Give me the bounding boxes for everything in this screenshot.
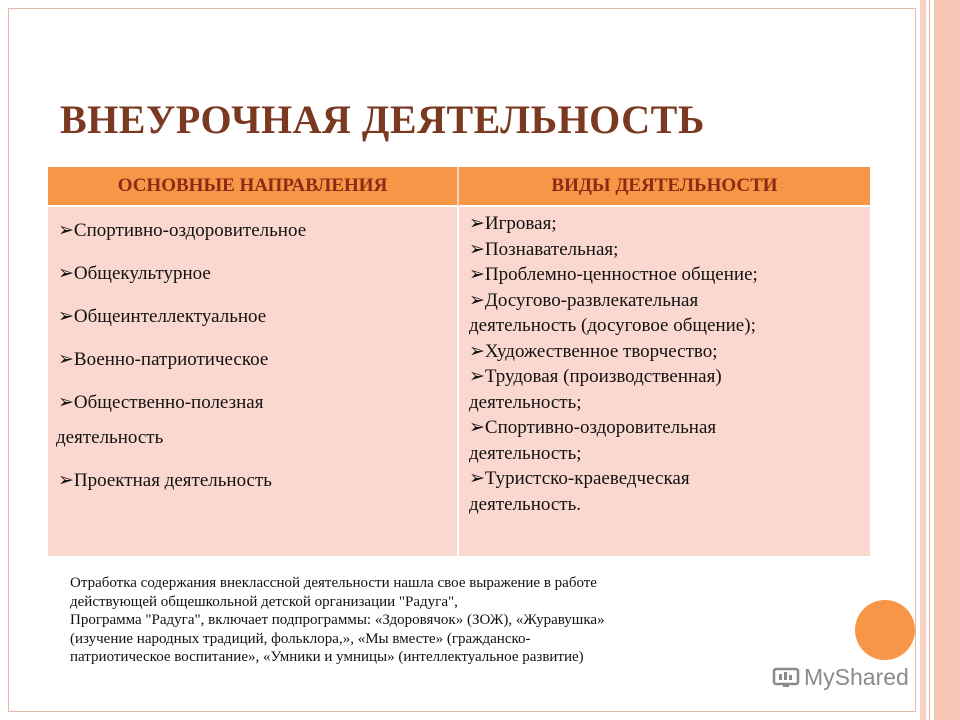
list-item: ➢Общеинтеллектуальное bbox=[58, 306, 267, 327]
decorative-stripe-inner bbox=[920, 0, 926, 720]
list-item-continuation: деятельность. bbox=[469, 493, 582, 515]
watermark-text: MyShared bbox=[804, 663, 909, 690]
myshared-watermark[interactable] bbox=[772, 663, 909, 691]
table-body-row bbox=[48, 206, 870, 556]
decorative-stripe-outer bbox=[934, 0, 960, 720]
list-item: ➢Военно-патриотическое bbox=[58, 349, 269, 370]
footer-line: патриотическое воспитание», «Умники и умницы» (интеллектуальное развитие) bbox=[70, 649, 584, 665]
table-header-row bbox=[48, 167, 870, 206]
header-main-directions: ОСНОВНЫЕ НАПРАВЛЕНИЯ bbox=[48, 167, 458, 206]
list-item: ➢Проектная деятельность bbox=[58, 470, 272, 491]
header-activity-types: ВИДЫ ДЕЯТЕЛЬНОСТИ bbox=[458, 167, 870, 206]
slide-title: ВНЕУРОЧНАЯ ДЕЯТЕЛЬНОСТЬ bbox=[60, 97, 705, 142]
footer-line: Программа "Радуга", включает подпрограммы: «Здоровячок» (ЗОЖ), «Журавушка» bbox=[70, 612, 605, 628]
list-item: ➢Общественно-полезная bbox=[58, 392, 264, 413]
decorative-stripe-line bbox=[929, 0, 930, 720]
list-item: ➢Художественное творчество; bbox=[469, 340, 718, 362]
list-item-continuation: деятельность; bbox=[469, 391, 582, 413]
activity-types-cell bbox=[458, 206, 870, 556]
directions-cell bbox=[48, 206, 458, 556]
list-item-continuation: деятельность bbox=[56, 427, 164, 448]
activities-table bbox=[48, 167, 870, 556]
list-item: ➢Спортивно-оздоровительное bbox=[58, 220, 307, 241]
footer-description bbox=[70, 574, 830, 667]
list-item: ➢Проблемно-ценностное общение; bbox=[469, 264, 758, 285]
footer-line: Отработка содержания внеклассной деятельности нашла свое выражение в работе bbox=[70, 575, 597, 591]
activities-table-container bbox=[48, 167, 870, 556]
myshared-logo-icon bbox=[772, 665, 800, 689]
footer-line: (изучение народных традиций, фольклора,», «Мы вместе» (гражданско- bbox=[70, 630, 531, 647]
list-item: ➢Досугово-развлекательная bbox=[469, 289, 699, 311]
list-item: ➢Общекультурное bbox=[58, 263, 211, 284]
list-item: ➢Трудовая (производственная) bbox=[469, 366, 722, 387]
decorative-orange-circle bbox=[855, 600, 915, 660]
list-item-continuation: деятельность (досуговое общение); bbox=[469, 315, 756, 336]
list-item: ➢Туристско-краеведческая bbox=[469, 468, 690, 489]
list-item: ➢Познавательная; bbox=[469, 238, 619, 260]
list-item-continuation: деятельность; bbox=[469, 442, 582, 464]
list-item: ➢Игровая; bbox=[469, 213, 557, 234]
footer-line: действующей общешкольной детской организации "Радуга", bbox=[70, 593, 458, 610]
list-item: ➢Спортивно-оздоровительная bbox=[469, 417, 717, 438]
